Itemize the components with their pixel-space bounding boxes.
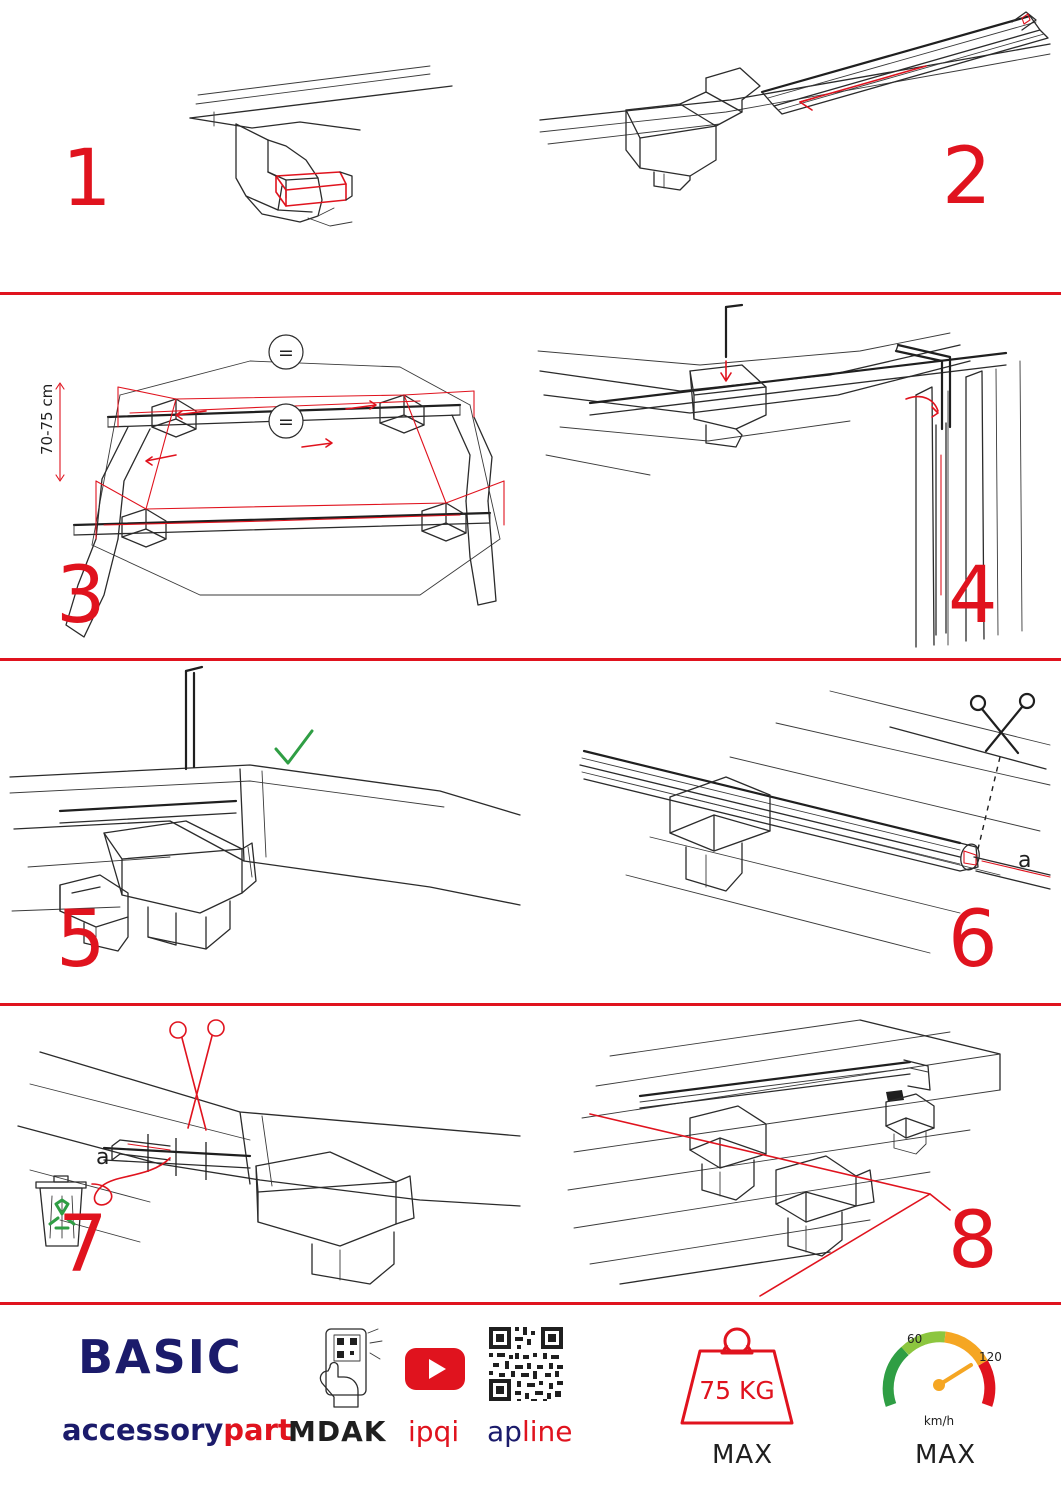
qr-hand-icon xyxy=(308,1327,388,1409)
brand-subtitle-dark: accessory xyxy=(62,1413,224,1447)
step-1-panel xyxy=(0,0,530,292)
step-8-number: 8 xyxy=(948,1196,997,1286)
speed-unit-label: km/h xyxy=(923,1414,955,1428)
speed-tick-120: 120 xyxy=(979,1350,1002,1364)
step-3-panel xyxy=(0,295,530,658)
step-4-number: 4 xyxy=(948,551,997,641)
brand-subtitle-accent: part xyxy=(223,1413,292,1447)
step-2-number: 2 xyxy=(942,132,991,222)
step-6-part-label: a xyxy=(1018,848,1032,873)
step-5-panel xyxy=(0,661,530,1003)
step-4-panel xyxy=(530,295,1061,658)
speed-max-label: MAX xyxy=(915,1440,977,1470)
check-icon xyxy=(276,731,312,763)
step-8-panel xyxy=(530,1006,1061,1302)
brand-title: BASIC xyxy=(78,1330,243,1384)
logo-label-apline xyxy=(487,1415,572,1448)
apline-dark: ap xyxy=(487,1415,522,1448)
step-3-dimension-label: 70-75 cm xyxy=(38,383,56,455)
scissors-icon-red xyxy=(170,1020,224,1130)
step-5-number: 5 xyxy=(56,895,105,985)
weight-icon xyxy=(672,1321,802,1429)
brand-subtitle xyxy=(62,1413,292,1447)
step-7-part-label: a xyxy=(96,1145,110,1170)
scissors-icon xyxy=(971,694,1034,753)
step-3-number: 3 xyxy=(56,551,105,641)
equal-mark-2: = xyxy=(278,411,294,433)
step-2-panel xyxy=(530,0,1061,292)
step-7-panel xyxy=(0,1006,530,1302)
step-6-panel xyxy=(530,661,1061,1003)
logo-label-ipqi: ipqi xyxy=(408,1415,460,1448)
weight-max-label: MAX xyxy=(712,1440,774,1470)
logo-label-mdak: MDAK xyxy=(288,1415,387,1448)
step-1-number: 1 xyxy=(62,134,111,224)
step-7-number: 7 xyxy=(58,1200,107,1290)
footer xyxy=(0,1305,1061,1500)
youtube-icon xyxy=(404,1347,466,1391)
equal-mark-1: = xyxy=(278,342,294,364)
weight-value: 75 KG xyxy=(699,1376,775,1405)
apline-accent: line xyxy=(521,1415,573,1448)
speedometer-icon xyxy=(875,1321,1005,1433)
speed-tick-60: 60 xyxy=(907,1332,923,1346)
step-6-number: 6 xyxy=(948,895,997,985)
qr-code-icon xyxy=(487,1325,565,1403)
